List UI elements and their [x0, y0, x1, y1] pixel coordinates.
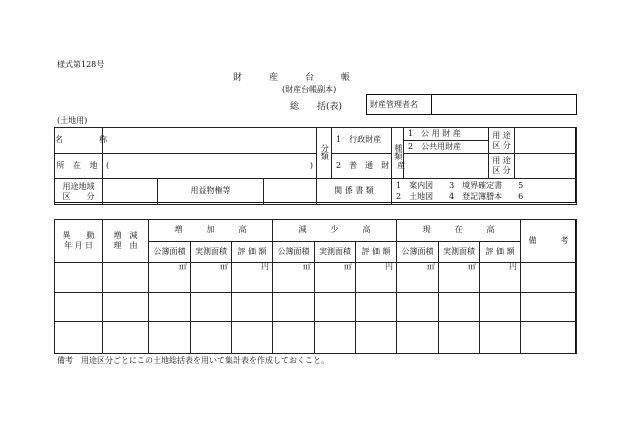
remarks-cell[interactable]: [521, 263, 577, 293]
unit-yen: 円: [480, 263, 521, 293]
cell[interactable]: [103, 322, 149, 354]
type-public-use: 1 公 用 財 産: [404, 128, 488, 141]
unit-area: ㎡: [273, 263, 315, 293]
dec-public-area-label: 公簿面積: [273, 242, 315, 263]
cell[interactable]: [273, 322, 315, 354]
cell[interactable]: [149, 293, 191, 322]
classification-label: 分類: [317, 128, 332, 179]
unit-area: ㎡: [149, 263, 191, 293]
cell[interactable]: [232, 293, 273, 322]
table-row: [55, 263, 577, 293]
unit-area: ㎡: [439, 263, 480, 293]
cell[interactable]: [273, 293, 315, 322]
cell[interactable]: [103, 293, 149, 322]
docs-row-2: 2 土地図 4 登記簿謄本 6: [396, 191, 524, 201]
cell[interactable]: [232, 322, 273, 354]
dec-measured-area-label: 実測面積: [315, 242, 356, 263]
related-docs-list: [392, 179, 577, 205]
cell[interactable]: [480, 322, 521, 354]
cell[interactable]: [191, 293, 232, 322]
cell[interactable]: [521, 293, 577, 322]
use-class-label-2: 用 途 区 分: [489, 154, 515, 179]
cell[interactable]: [356, 322, 397, 354]
class-administrative: 1 行政財産: [332, 128, 392, 154]
cell[interactable]: [439, 322, 480, 354]
unit-area: ㎡: [191, 263, 232, 293]
reason-cell[interactable]: [103, 263, 149, 293]
related-docs-label: 関 係 書 類: [317, 179, 392, 205]
change-history-grid: [54, 219, 577, 354]
manager-label: 財産管理者名: [370, 100, 418, 109]
table-row: [55, 322, 577, 354]
cell[interactable]: [55, 322, 103, 354]
summary-label: 総 括(表): [290, 102, 343, 112]
inc-value-label: 評 価 額: [232, 242, 273, 263]
cell[interactable]: [397, 293, 439, 322]
remarks-label: 備 考: [521, 220, 577, 263]
class-general: 2 普 通 財 産: [332, 154, 392, 179]
page-subtitle: (財産台帳副本): [282, 85, 337, 94]
land-use-note: (土地用): [57, 116, 88, 125]
unit-yen: 円: [232, 263, 273, 293]
decrease-label: 減 少 高: [273, 220, 397, 242]
manager-box: [366, 94, 577, 115]
page-title: 財 産 台 帳: [233, 73, 351, 83]
inc-measured-area-label: 実測面積: [191, 242, 232, 263]
form-number: 様式第128号: [57, 60, 105, 69]
name-field[interactable]: [103, 128, 317, 154]
dec-value-label: 評 価 額: [356, 242, 397, 263]
location-label: 所 在 地: [55, 154, 103, 179]
table-row: [55, 293, 577, 322]
cell[interactable]: [315, 293, 356, 322]
cell[interactable]: [521, 322, 577, 354]
cell[interactable]: [356, 293, 397, 322]
location-open-paren: (: [106, 160, 110, 170]
unit-yen: 円: [356, 263, 397, 293]
cell[interactable]: [397, 322, 439, 354]
cur-measured-area-label: 実測面積: [439, 242, 480, 263]
unit-area: ㎡: [397, 263, 439, 293]
cur-public-area-label: 公簿面積: [397, 242, 439, 263]
cell[interactable]: [439, 293, 480, 322]
docs-row-1: 1 案内図 3 境界確定書 5: [396, 180, 524, 190]
type-label: 種類: [392, 128, 404, 179]
cell[interactable]: [149, 322, 191, 354]
cell[interactable]: [480, 293, 521, 322]
type-public-common: 2 公共用財産: [408, 142, 462, 151]
zoning-field[interactable]: [103, 179, 158, 205]
cell[interactable]: [55, 293, 103, 322]
increase-label: 増 加 高: [149, 220, 273, 242]
cell[interactable]: [315, 322, 356, 354]
use-class-field-1[interactable]: [515, 128, 577, 154]
cur-value-label: 評 価 額: [480, 242, 521, 263]
use-class-label-1: 用 途 区 分: [489, 128, 515, 154]
easement-field[interactable]: [264, 179, 317, 205]
zoning-label: 用途地域 区 分: [55, 179, 103, 205]
location-close-paren: ): [309, 160, 313, 170]
reason-label: 増 減 理 由: [103, 220, 149, 263]
cell[interactable]: [191, 322, 232, 354]
easement-label: 用益物権等: [158, 179, 264, 205]
current-label: 現 在 高: [397, 220, 521, 242]
location-field[interactable]: [103, 154, 317, 179]
footer-note: 備考 用途区分ごとにこの土地総括表を用いて集計表を作成しておくこと。: [57, 356, 329, 365]
date-cell[interactable]: [55, 263, 103, 293]
inc-public-area-label: 公簿面積: [149, 242, 191, 263]
use-class-field-2[interactable]: [515, 154, 577, 179]
unit-area: ㎡: [315, 263, 356, 293]
name-label: 名 称: [55, 128, 103, 154]
property-summary-grid: [54, 127, 577, 205]
change-date-label: 異 動 年 月 日: [55, 220, 103, 263]
